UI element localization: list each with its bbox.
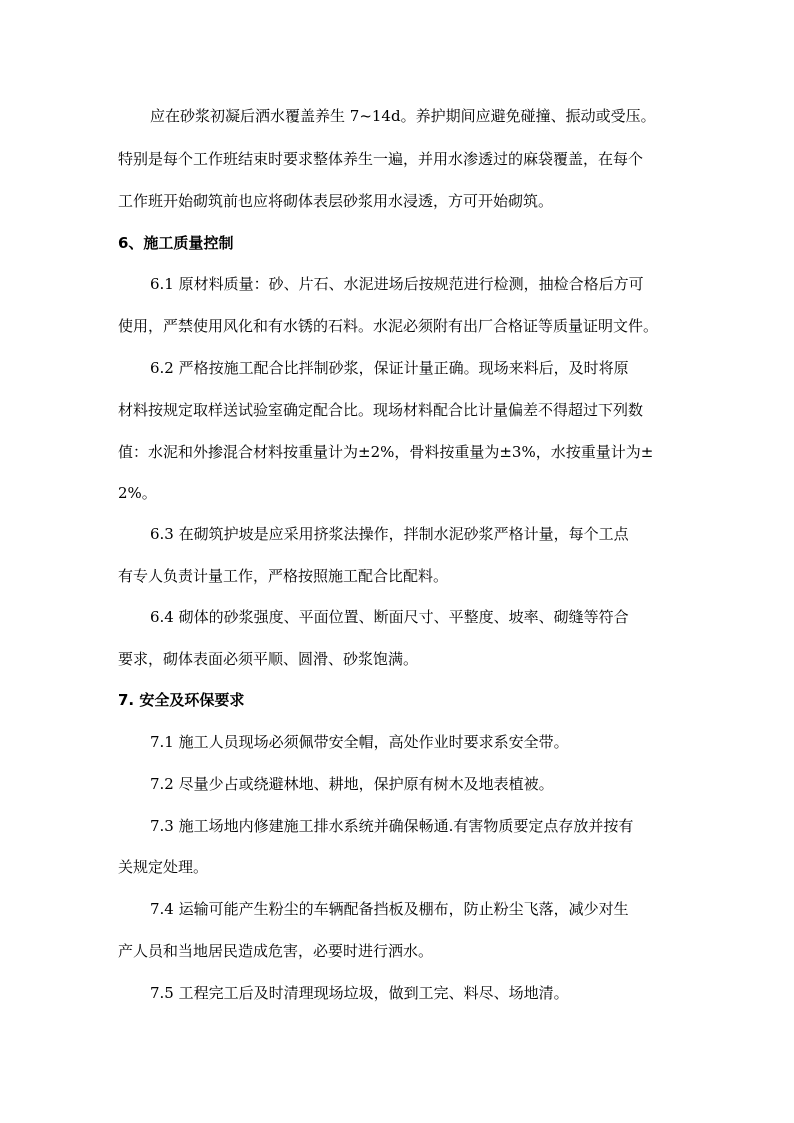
paragraph-line: 7.2 尽量少占或绕避林地、耕地，保护原有树木及地表植被。 — [150, 775, 554, 793]
paragraph-line: 要求，砌体表面必须平顺、圆滑、砂浆饱满。 — [118, 650, 419, 668]
paragraph-line: 6.3 在砌筑护坡是应采用挤浆法操作，拌制水泥砂浆严格计量，每个工点 — [150, 525, 629, 543]
paragraph-line: 7.4 运输可能产生粉尘的车辆配备挡板及棚布，防止粉尘飞落，减少对生 — [150, 900, 629, 918]
section-heading-6: 6、施工质量控制 — [118, 234, 234, 252]
paragraph-line: 材料按规定取样送试验室确定配合比。现场材料配合比计量偏差不得超过下列数 — [118, 401, 644, 419]
paragraph-line: 使用，严禁使用风化和有水锈的石料。水泥必须附有出厂合格证等质量证明文件。 — [118, 317, 659, 335]
paragraph-line: 2%。 — [118, 484, 157, 502]
paragraph-line: 6.2 严格按施工配合比拌制砂浆，保证计量正确。现场来料后，及时将原 — [150, 359, 629, 377]
paragraph-line: 有专人负责计量工作，严格按照施工配合比配料。 — [118, 567, 449, 585]
paragraph-line: 应在砂浆初凝后洒水覆盖养生 7~14d。养护期间应避免碰撞、振动或受压。 — [150, 107, 656, 125]
paragraph-line: 6.4 砌体的砂浆强度、平面位置、断面尺寸、平整度、坡率、砌缝等符合 — [150, 608, 629, 626]
paragraph-line: 工作班开始砌筑前也应将砌体表层砂浆用水浸透，方可开始砌筑。 — [118, 192, 554, 210]
paragraph-line: 特别是每个工作班结束时要求整体养生一遍，并用水渗透过的麻袋覆盖，在每个 — [118, 150, 644, 168]
paragraph-line: 产人员和当地居民造成危害，必要时进行洒水。 — [118, 942, 434, 960]
paragraph-line: 关规定处理。 — [118, 858, 209, 876]
paragraph-line: 值：水泥和外掺混合材料按重量计为±2%，骨料按重量为±3%，水按重量计为± — [118, 443, 654, 461]
paragraph-line: 7.5 工程完工后及时清理现场垃圾，做到工完、料尽、场地清。 — [150, 984, 569, 1002]
section-heading-7: 7. 安全及环保要求 — [118, 691, 245, 709]
paragraph-line: 7.1 施工人员现场必须佩带安全帽，高处作业时要求系安全带。 — [150, 733, 569, 751]
paragraph-line: 6.1 原材料质量：砂、片石、水泥进场后按规范进行检测，抽检合格后方可 — [150, 275, 644, 293]
paragraph-line: 7.3 施工场地内修建施工排水系统并确保畅通.有害物质要定点存放并按有 — [150, 817, 634, 835]
